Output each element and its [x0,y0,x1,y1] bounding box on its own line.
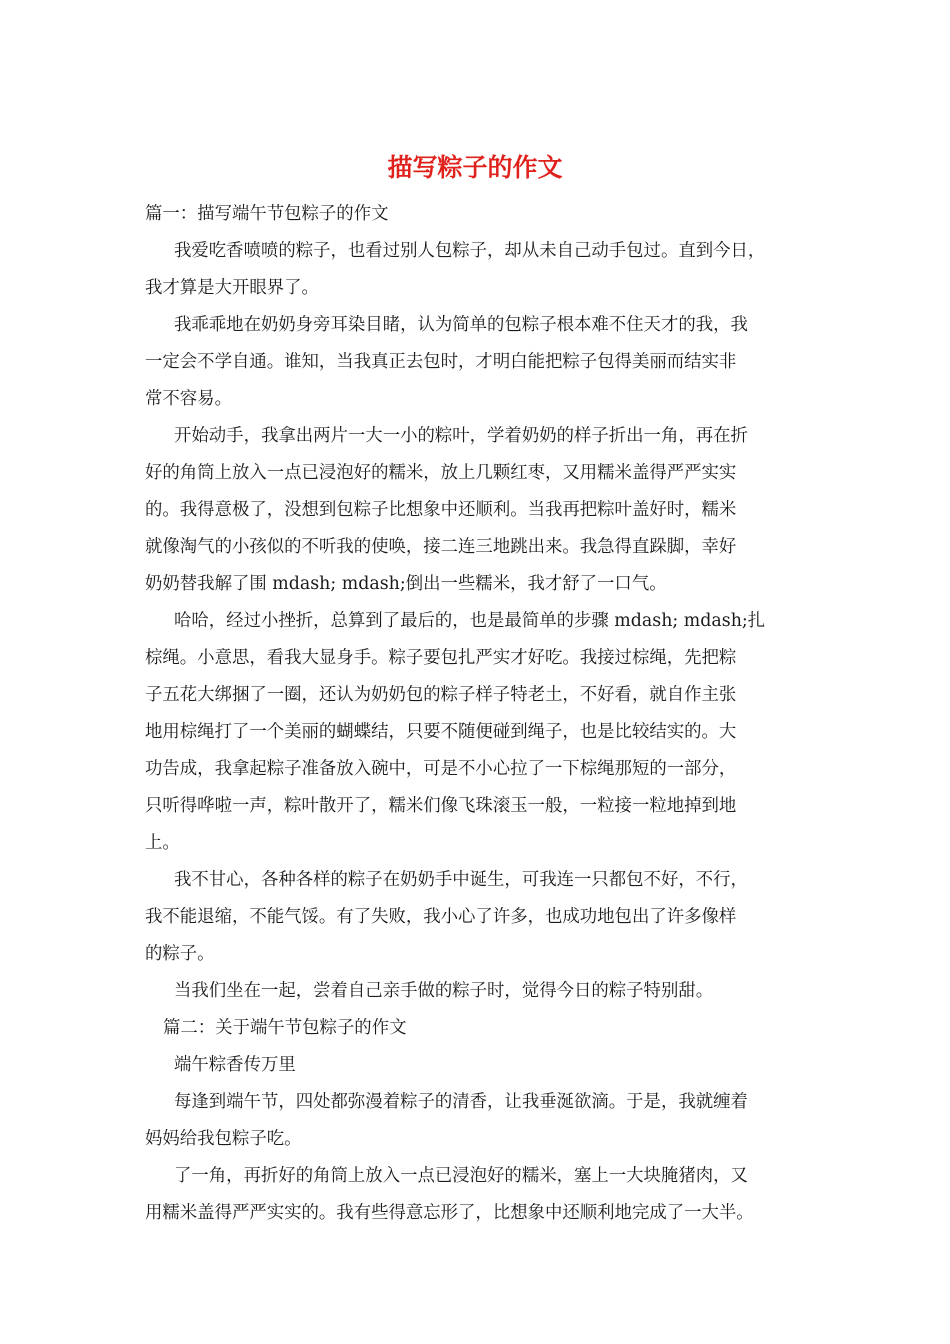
paragraph-line: 用糯米盖得严严实实的。我有些得意忘形了，比想象中还顺利地完成了一大半。 [145,1203,754,1223]
document-title: 描写粽子的作文 [387,153,563,182]
paragraph-line: 我不甘心，各种各样的粽子在奶奶手中诞生，可我连一只都包不好，不行， [174,870,748,890]
paragraph-line: 只听得哗啦一声，粽叶散开了，糯米们像飞珠滚玉一般，一粒接一粒地掉到地 [145,796,737,816]
section-heading-1: 篇一：描写端午节包粽子的作文 [145,204,389,224]
paragraph-line: 我爱吃香喷喷的粽子，也看过别人包粽子，却从未自己动手包过。直到今日， [174,241,766,261]
document-body [145,196,817,1232]
paragraph-line: 一定会不学自通。谁知，当我真正去包时，才明白能把粽子包得美丽而结实非 [145,352,737,372]
paragraph-line: 的。我得意极了，没想到包粽子比想象中还顺利。当我再把粽叶盖好时，糯米 [145,500,737,520]
paragraph-line: 好的角筒上放入一点已浸泡好的糯米，放上几颗红枣，又用糯米盖得严严实实 [145,463,737,483]
paragraph-line: 妈妈给我包粽子吃。 [145,1129,302,1149]
paragraph-line: 奶奶替我解了围 mdash; mdash;倒出一些糯米，我才舒了一口气。 [145,574,667,594]
paragraph-line: 我才算是大开眼界了。 [145,278,319,298]
paragraph-line: 我不能退缩，不能气馁。有了失败，我小心了许多，也成功地包出了许多像样 [145,907,737,927]
paragraph-line: 开始动手，我拿出两片一大一小的粽叶，学着奶奶的样子折出一角，再在折 [174,426,748,446]
paragraph-line: 地用棕绳打了一个美丽的蝴蝶结，只要不随便碰到绳子，也是比较结实的。大 [145,722,737,742]
paragraph-line: 功告成，我拿起粽子准备放入碗中，可是不小心拉了一下棕绳那短的一部分， [145,759,737,779]
section-heading-2: 篇二：关于端午节包粽子的作文 [163,1018,407,1038]
paragraph-line: 上。 [145,833,180,853]
paragraph-line: 常不容易。 [145,389,232,409]
paragraph-line: 哈哈，经过小挫折，总算到了最后的，也是最简单的步骤 mdash; mdash;扎 [174,611,766,631]
paragraph-line: 棕绳。小意思，看我大显身手。粽子要包扎严实才好吃。我接过棕绳，先把粽 [145,648,737,668]
paragraph-line: 子五花大绑捆了一圈，还认为奶奶包的粽子样子特老土，不好看，就自作主张 [145,685,737,705]
paragraph-line: 就像淘气的小孩似的不听我的使唤，接二连三地跳出来。我急得直跺脚，幸好 [145,537,737,557]
paragraph-line: 了一角，再折好的角筒上放入一点已浸泡好的糯米，塞上一大块腌猪肉，又 [174,1166,748,1186]
paragraph-line: 我乖乖地在奶奶身旁耳染目睹，认为简单的包粽子根本难不住天才的我，我 [174,315,748,335]
subtitle-line: 端午粽香传万里 [174,1055,296,1075]
paragraph-line: 的粽子。 [145,944,215,964]
paragraph-line: 每逢到端午节，四处都弥漫着粽子的清香，让我垂涎欲滴。于是，我就缠着 [174,1092,748,1112]
paragraph-line: 当我们坐在一起，尝着自己亲手做的粽子时，觉得今日的粽子特别甜。 [174,981,714,1001]
